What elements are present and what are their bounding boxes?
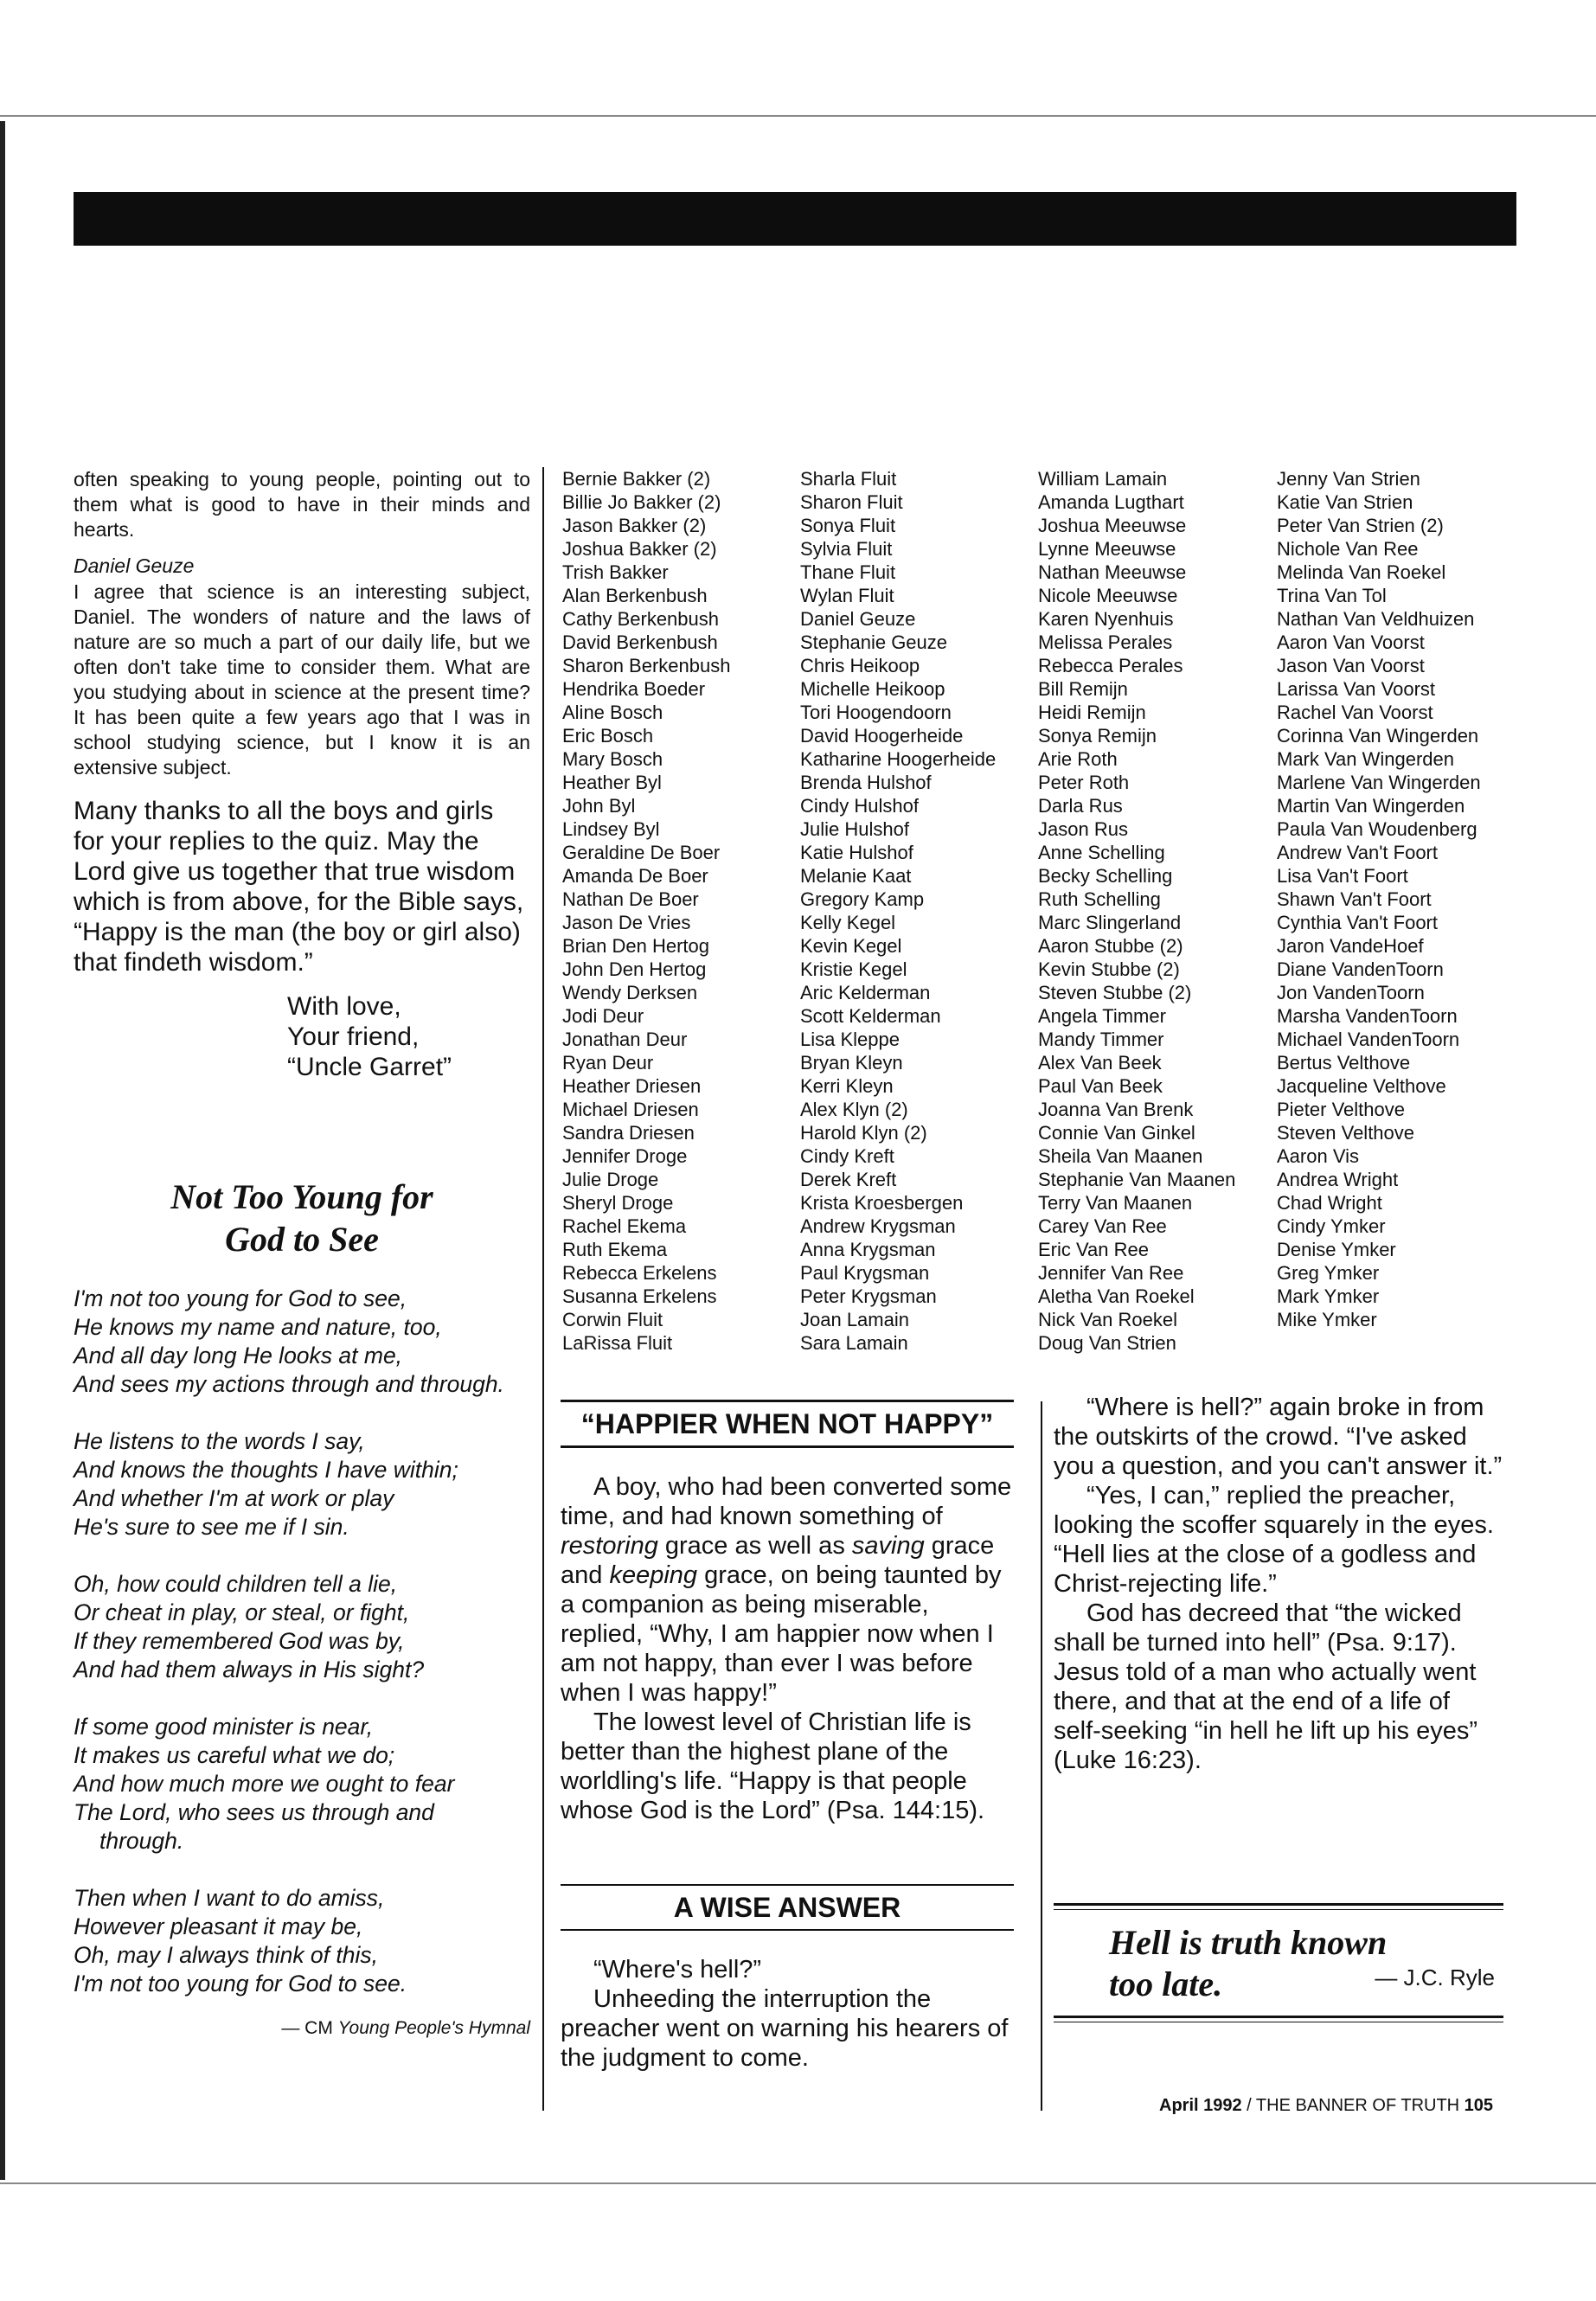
contributor-name: William Lamain — [1038, 468, 1168, 490]
poem-line: He listens to the words I say, — [74, 1428, 365, 1454]
contributor-name: Lisa Kleppe — [800, 1029, 900, 1050]
poem-line: If some good minister is near, — [74, 1714, 374, 1740]
contributor-name: Katie Van Strien — [1277, 491, 1413, 513]
contributor-name: Aaron Vis — [1277, 1145, 1359, 1167]
contributor-name: John Byl — [562, 795, 636, 817]
contributor-name: Jason Bakker (2) — [562, 515, 707, 536]
signoff-line: With love, — [287, 992, 401, 1021]
contributor-name: Marlene Van Wingerden — [1277, 772, 1481, 793]
quote-rule-bottom — [1054, 2016, 1503, 2022]
contributor-name: Nicole Meeuwse — [1038, 585, 1178, 606]
poem — [74, 1285, 530, 2039]
contributor-name: Aric Kelderman — [800, 982, 931, 1003]
contributor-name: Cindy Kreft — [800, 1145, 894, 1167]
contributor-name: Tori Hoogendoorn — [800, 702, 952, 723]
poem-line: If they remembered God was by, — [74, 1628, 405, 1654]
article-heading: A WISE ANSWER — [561, 1884, 1014, 1931]
contributor-name: Ruth Schelling — [1038, 888, 1161, 910]
contributor-name: Sheila Van Maanen — [1038, 1145, 1203, 1167]
contributor-name: Cathy Berkenbush — [562, 608, 719, 630]
contributor-name: Amanda Lugthart — [1038, 491, 1184, 513]
contributor-name: Peter Van Strien (2) — [1277, 515, 1444, 536]
contributor-name: Paula Van Woudenberg — [1277, 818, 1477, 840]
contributor-name: Chris Heikoop — [800, 655, 920, 676]
poem-line: I'm not too young for God to see. — [74, 1971, 407, 1997]
contributor-name: Katharine Hoogerheide — [800, 748, 997, 770]
contributor-name: Shawn Van't Foort — [1277, 888, 1432, 910]
contributor-name: David Hoogerheide — [800, 725, 964, 747]
contributor-name: Cindy Ymker — [1277, 1215, 1386, 1237]
contributor-name: Aaron Stubbe (2) — [1038, 935, 1183, 957]
contributor-name: Daniel Geuze — [800, 608, 916, 630]
contributor-name: Sheryl Droge — [562, 1192, 674, 1214]
poem-line: And had them always in His sight? — [74, 1657, 425, 1682]
contributor-name: Angela Timmer — [1038, 1005, 1166, 1027]
article-wise-answer — [561, 1884, 1014, 2073]
contributor-name: Rebecca Erkelens — [562, 1262, 717, 1284]
contributor-name: Brian Den Hertog — [562, 935, 709, 957]
names-column-4 — [1277, 467, 1481, 1331]
contributor-name: Michelle Heikoop — [800, 678, 945, 700]
contributor-name: Jaron VandeHoef — [1277, 935, 1424, 957]
contributor-name: Jacqueline Velthove — [1277, 1075, 1446, 1097]
contributor-name: Jon VandenToorn — [1277, 982, 1425, 1003]
quote-box — [1054, 1903, 1503, 2022]
contributor-name: Larissa Van Voorst — [1277, 678, 1436, 700]
contributor-name: Brenda Hulshof — [800, 772, 932, 793]
contributor-name: Cindy Hulshof — [800, 795, 919, 817]
contributor-name: Alex Klyn (2) — [800, 1099, 908, 1120]
contributor-name: Jennifer Van Ree — [1038, 1262, 1184, 1284]
contributor-name: Sonya Fluit — [800, 515, 896, 536]
quote-line: Hell is truth known — [1109, 1923, 1388, 1962]
poem-line: through. — [99, 1828, 184, 1854]
article-hell-continued — [1054, 1393, 1503, 1775]
left-column — [74, 467, 530, 2039]
contributor-name: Lisa Van't Foort — [1277, 865, 1408, 887]
quote-author: — J.C. Ryle — [1375, 1965, 1495, 1990]
contributor-name: Heather Byl — [562, 772, 662, 793]
contributor-name: Joshua Bakker (2) — [562, 538, 717, 560]
contributor-name: Lindsey Byl — [562, 818, 660, 840]
contributor-name: Denise Ymker — [1277, 1239, 1396, 1260]
column-rule — [542, 467, 544, 2111]
poem-line: And whether I'm at work or play — [74, 1485, 394, 1511]
poem-stanza — [74, 1884, 530, 1998]
contributor-name: Thane Fluit — [800, 561, 896, 583]
contributor-name: Andrew Van't Foort — [1277, 842, 1438, 863]
poem-line: He knows my name and nature, too, — [74, 1314, 442, 1340]
contributor-name: Darla Rus — [1038, 795, 1123, 817]
page-footer — [1159, 2096, 1493, 2116]
contributor-name: Ryan Deur — [562, 1052, 654, 1074]
contributor-name: David Berkenbush — [562, 631, 718, 653]
poem-line: He's sure to see me if I sin. — [74, 1514, 349, 1540]
contributor-name: Heather Driesen — [562, 1075, 702, 1097]
column-rule — [1041, 1401, 1042, 2111]
contributor-name: Sharon Berkenbush — [562, 655, 731, 676]
contributor-name: Scott Kelderman — [800, 1005, 941, 1027]
contributor-name: Andrew Krygsman — [800, 1215, 956, 1237]
article-paragraph: Unheeding the interruption the preacher went on warning his hearers of the judgment to come. — [561, 1985, 1009, 2072]
poem-stanza — [74, 1713, 530, 1856]
contributor-name: Marsha VandenToorn — [1277, 1005, 1458, 1027]
reply-text: I agree that science is an interesting subject, Daniel. The wonders of nature and the laws of nature are so much a part of our daily life, but we often don't take time to consider them. What are you studying about in science at the present time? It has been quite a few years ago that I was in school studying science, but I know it is an extensive subject. — [74, 580, 530, 779]
contributor-name: Kerri Kleyn — [800, 1075, 894, 1097]
poem-title — [74, 1176, 530, 1260]
poem-line: And all day long He looks at me, — [74, 1343, 403, 1368]
attribution-prefix: — CM — [281, 2018, 333, 2038]
contributor-name: Alex Van Beek — [1038, 1052, 1162, 1074]
contributor-name: Derek Kreft — [800, 1169, 897, 1190]
contributor-name: Julie Hulshof — [800, 818, 909, 840]
quote-rule-top — [1054, 1903, 1503, 1910]
footer-publication: / THE BANNER OF TRUTH — [1241, 2096, 1465, 2115]
contributor-name: Aline Bosch — [562, 702, 663, 723]
poem-line: Or cheat in play, or steal, or fight, — [74, 1599, 410, 1625]
contributor-name: Bryan Kleyn — [800, 1052, 903, 1074]
contributor-name: Martin Van Wingerden — [1277, 795, 1465, 817]
contributor-name: Jason Van Voorst — [1277, 655, 1425, 676]
names-column-2 — [800, 467, 996, 1355]
contributor-name: Julie Droge — [562, 1169, 659, 1190]
contributor-name: Jenny Van Strien — [1277, 468, 1420, 490]
contributor-name: Trina Van Tol — [1277, 585, 1387, 606]
poem-line: And how much more we ought to fear — [74, 1771, 455, 1797]
article-paragraph: God has decreed that “the wicked shall be turned into hell” (Psa. 9:17). Jesus told of a man who actually went there, and that at the end of a life of self-seeking “in hell he lift up his eyes” (Luke 16:23). — [1054, 1599, 1478, 1774]
contributor-name: Steven Stubbe (2) — [1038, 982, 1192, 1003]
article-paragraph: The lowest level of Christian life is better than the highest plane of the worldling's life. “Happy is that people whose God is the Lord” (Psa. 144:15). — [561, 1708, 985, 1824]
names-column-3 — [1038, 467, 1235, 1355]
article-paragraph: “Yes, I can,” replied the preacher, looking the scoffer squarely in the eyes. “Hell lies at the close of a godless and Christ-rejecting life.” — [1054, 1482, 1494, 1598]
names-column-1 — [562, 467, 730, 1355]
contributor-name: Karen Nyenhuis — [1038, 608, 1174, 630]
contributor-name: Hendrika Boeder — [562, 678, 706, 700]
poem-stanza — [74, 1285, 530, 1399]
contributor-name: Marc Slingerland — [1038, 912, 1182, 933]
contributor-name: Sharon Fluit — [800, 491, 903, 513]
contributor-name: Geraldine De Boer — [562, 842, 721, 863]
contributor-name: Joanna Van Brenk — [1038, 1099, 1194, 1120]
contributor-name: Cynthia Van't Foort — [1277, 912, 1438, 933]
poem-line: Then when I want to do amiss, — [74, 1885, 385, 1911]
contributor-name: Mark Ymker — [1277, 1285, 1380, 1307]
contributor-name: Joshua Meeuwse — [1038, 515, 1187, 536]
contributor-name: Nathan Van Veldhuizen — [1277, 608, 1475, 630]
contributor-name: Nathan De Boer — [562, 888, 699, 910]
article-paragraph: “Where is hell?” again broke in from the outskirts of the crowd. “I've asked you a question, and you can't answer it.” — [1054, 1394, 1503, 1480]
contributor-name: Arie Roth — [1038, 748, 1118, 770]
contributor-name: Aaron Van Voorst — [1277, 631, 1425, 653]
footer-page-number: 105 — [1464, 2096, 1494, 2115]
contributor-name: Jennifer Droge — [562, 1145, 688, 1167]
contributor-name: Sonya Remijn — [1038, 725, 1157, 747]
contributor-name: Nathan Meeuwse — [1038, 561, 1187, 583]
contributor-name: Michael Driesen — [562, 1099, 699, 1120]
attribution-source: Young People's Hymnal — [337, 2018, 530, 2038]
quote-text — [1054, 1910, 1503, 2016]
contributor-name: Bernie Bakker (2) — [562, 468, 711, 490]
contributor-name: Kristie Kegel — [800, 958, 907, 980]
poem-line: Oh, may I always think of this, — [74, 1942, 378, 1968]
article-heading: “HAPPIER WHEN NOT HAPPY” — [561, 1400, 1014, 1448]
contributor-name: Eric Bosch — [562, 725, 654, 747]
contributor-name: Trish Bakker — [562, 561, 669, 583]
contributor-name: Aletha Van Roekel — [1038, 1285, 1195, 1307]
contributor-name: Paul Krygsman — [800, 1262, 930, 1284]
contributor-name: Sharla Fluit — [800, 468, 897, 490]
contributor-name: Alan Berkenbush — [562, 585, 708, 606]
article-happier — [561, 1400, 1014, 1825]
contributor-name: Mandy Timmer — [1038, 1029, 1164, 1050]
contributor-name: Sylvia Fluit — [800, 538, 893, 560]
contributor-name: Kelly Kegel — [800, 912, 896, 933]
contributor-name: Rachel Ekema — [562, 1215, 687, 1237]
contributor-name: Melinda Van Roekel — [1277, 561, 1446, 583]
article-paragraph: A boy, who had been converted some time, and had known something of restoring grace as well as saving grace and keeping grace, on being taunted by a companion as being miserable, replied, “Why, I am happier now when I am not happy, than ever I was before when I was happy!” — [561, 1473, 1012, 1707]
contributor-name: Andrea Wright — [1277, 1169, 1399, 1190]
contributor-name: Gregory Kamp — [800, 888, 925, 910]
poem-attribution — [74, 2018, 530, 2039]
signoff-line: Your friend, — [287, 1022, 420, 1051]
contributor-name: Wendy Derksen — [562, 982, 698, 1003]
contributor-name: Sandra Driesen — [562, 1122, 695, 1144]
poem-line: And knows the thoughts I have within; — [74, 1457, 458, 1483]
contributor-name: Nick Van Roekel — [1038, 1309, 1177, 1330]
signoff — [287, 991, 530, 1082]
quote-line: too late. — [1109, 1965, 1223, 2003]
contributor-name: Doug Van Strien — [1038, 1332, 1176, 1354]
poem-line: And sees my actions through and through. — [74, 1371, 504, 1397]
contributor-name: Joan Lamain — [800, 1309, 909, 1330]
contributor-name: Ruth Ekema — [562, 1239, 668, 1260]
contributor-name: Rebecca Perales — [1038, 655, 1183, 676]
contributor-name: Jason De Vries — [562, 912, 691, 933]
contributor-name: Peter Roth — [1038, 772, 1130, 793]
contributor-name: Sara Lamain — [800, 1332, 908, 1354]
signoff-line: “Uncle Garret” — [287, 1053, 452, 1081]
contributor-name: Bertus Velthove — [1277, 1052, 1411, 1074]
contributor-name: Lynne Meeuwse — [1038, 538, 1176, 560]
contributor-name: Melanie Kaat — [800, 865, 912, 887]
poem-line: Oh, how could children tell a lie, — [74, 1571, 398, 1597]
contributor-name: Billie Jo Bakker (2) — [562, 491, 721, 513]
intro-text: often speaking to young people, pointing out to them what is good to have in their minds and hearts. — [74, 468, 530, 541]
contributor-name: Stephanie Geuze — [800, 631, 948, 653]
contributor-name: Stephanie Van Maanen — [1038, 1169, 1236, 1190]
contributor-name: Becky Schelling — [1038, 865, 1173, 887]
contributor-name: Jason Rus — [1038, 818, 1128, 840]
contributor-name: Corinna Van Wingerden — [1277, 725, 1479, 747]
contributor-name: Rachel Van Voorst — [1277, 702, 1433, 723]
poem-line: However pleasant it may be, — [74, 1913, 363, 1939]
contributor-name: Jonathan Deur — [562, 1029, 688, 1050]
scan-edge — [0, 121, 5, 2180]
contributor-name: Corwin Fluit — [562, 1309, 663, 1330]
contributor-name: Anne Schelling — [1038, 842, 1165, 863]
contributor-name: Chad Wright — [1277, 1192, 1382, 1214]
contributor-name: Paul Van Beek — [1038, 1075, 1163, 1097]
article-paragraph: “Where's hell?” — [593, 1956, 762, 1984]
contributor-name: Kevin Kegel — [800, 935, 902, 957]
contributor-name: Mark Van Wingerden — [1277, 748, 1455, 770]
letter-author: Daniel Geuze — [74, 554, 195, 577]
poem-stanza — [74, 1570, 530, 1684]
contributor-name: Pieter Velthove — [1277, 1099, 1405, 1120]
contributor-name: Connie Van Ginkel — [1038, 1122, 1195, 1144]
contributor-name: Diane VandenToorn — [1277, 958, 1444, 980]
contributor-name: Wylan Fluit — [800, 585, 894, 606]
contributor-name: Melissa Perales — [1038, 631, 1173, 653]
contributor-name: Mary Bosch — [562, 748, 663, 770]
contributor-name: Bill Remijn — [1038, 678, 1128, 700]
header-bar — [74, 192, 1516, 246]
contributor-name: Nichole Van Ree — [1277, 538, 1419, 560]
contributor-name: Peter Krygsman — [800, 1285, 937, 1307]
contributor-name: Greg Ymker — [1277, 1262, 1380, 1284]
contributor-name: Carey Van Ree — [1038, 1215, 1167, 1237]
contributor-name: Heidi Remijn — [1038, 702, 1146, 723]
contributor-name: John Den Hertog — [562, 958, 707, 980]
contributor-name: Michael VandenToorn — [1277, 1029, 1460, 1050]
contributor-name: Terry Van Maanen — [1038, 1192, 1193, 1214]
contributor-name: Kevin Stubbe (2) — [1038, 958, 1180, 980]
contributor-name: Katie Hulshof — [800, 842, 913, 863]
poem-line: I'm not too young for God to see, — [74, 1285, 407, 1311]
contributor-name: Krista Kroesbergen — [800, 1192, 964, 1214]
contributor-name: Susanna Erkelens — [562, 1285, 717, 1307]
footer-date: April 1992 — [1159, 2096, 1242, 2115]
thanks-text: Many thanks to all the boys and girls for your replies to the quiz. May the Lord give us together that true wisdom which is from above, for the Bible says, “Happy is the man (the boy or girl also) that findeth wisdom.” — [74, 797, 524, 977]
poem-title-line: Not Too Young for — [170, 1177, 433, 1216]
poem-line: It makes us careful what we do; — [74, 1742, 395, 1768]
poem-line: The Lord, who sees us through and — [74, 1799, 434, 1825]
contributor-name: LaRissa Fluit — [562, 1332, 673, 1354]
poem-stanza — [74, 1427, 530, 1541]
contributor-name: Steven Velthove — [1277, 1122, 1415, 1144]
contributor-name: Amanda De Boer — [562, 865, 708, 887]
contributor-name: Jodi Deur — [562, 1005, 644, 1027]
contributor-name: Eric Van Ree — [1038, 1239, 1149, 1260]
poem-title-line: God to See — [225, 1220, 379, 1259]
contributor-name: Mike Ymker — [1277, 1309, 1377, 1330]
contributor-name: Anna Krygsman — [800, 1239, 936, 1260]
contributor-name: Harold Klyn (2) — [800, 1122, 927, 1144]
